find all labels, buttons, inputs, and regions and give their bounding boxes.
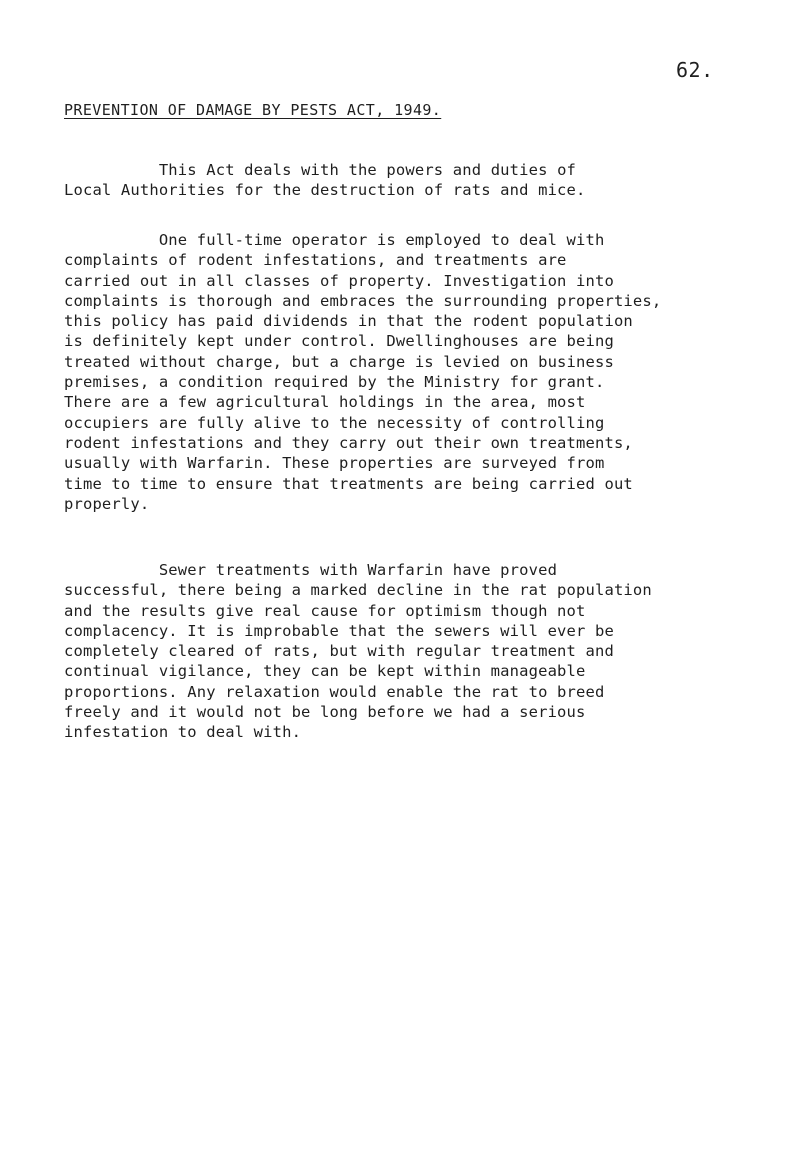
section-heading: PREVENTION OF DAMAGE BY PESTS ACT, 1949. [64, 101, 442, 119]
paragraph-intro: This Act deals with the powers and duties of Local Authorities for the destruction of rats and mice. [64, 161, 586, 200]
paragraph-operator: One full-time operator is employed to deal with complaints of rodent infestations, and treatments are carried out in all classes of property. Investigation into complaints is thorough and embraces the surrounding properties, this policy has paid dividends in that the rodent population is definitely kept under control. Dwellinghouses are being treated without charge, but a charge is levied on business premises, a condition required by the Ministry for grant. There are a few agricultural holdings in the area, most occupiers are fully alive to the necessity of controlling rodent infestations and they carry out their own treatments, usually with Warfarin. These properties are surveyed from time to time to ensure that treatments are being carried out properly. [64, 231, 662, 513]
page-number: 62. [676, 58, 714, 82]
paragraph-sewer-treatments: Sewer treatments with Warfarin have proved successful, there being a marked decline in the rat population and the results give real cause for optimism though not complacency. It is improbable that the sewers will ever be completely cleared of rats, but with regular treatment and continual vigilance, they can be kept within manageable proportions. Any relaxation would enable the rat to breed freely and it would not be long before we had a serious infestation to deal with. [64, 561, 652, 742]
